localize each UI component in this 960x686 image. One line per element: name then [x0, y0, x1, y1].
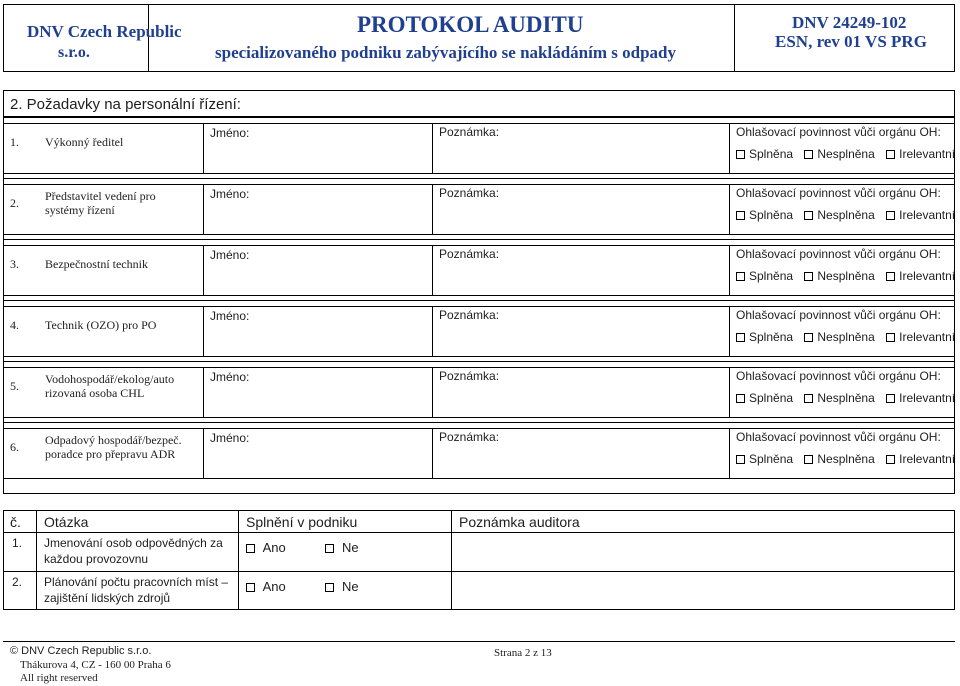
fulfillment-options	[246, 579, 367, 594]
checkbox-icon	[246, 583, 255, 592]
role-col-line	[729, 428, 730, 479]
table-header-fulfillment: Splnění v podniku	[246, 514, 358, 530]
role-separator	[3, 300, 955, 301]
checkbox-icon	[886, 333, 895, 342]
duty-label: Ohlašovací povinnost vůči orgánu OH:	[736, 186, 941, 200]
role-number: 1.	[10, 135, 19, 149]
option-not-fulfilled[interactable]: Nesplněna	[804, 208, 874, 222]
role-col-line	[432, 306, 433, 357]
document-code: DNV 24249-102	[792, 13, 907, 32]
role-col-line	[729, 123, 730, 174]
name-label: Jméno:	[210, 248, 250, 262]
note-label: Poznámka:	[439, 430, 500, 444]
table-col-line	[36, 510, 37, 610]
option-irrelevant[interactable]: Irelevantní	[886, 452, 955, 466]
checkbox-icon	[804, 394, 813, 403]
note-label: Poznámka:	[439, 369, 500, 383]
duty-options	[736, 391, 960, 405]
name-label: Jméno:	[210, 370, 250, 384]
company-name: DNV Czech Republic	[27, 22, 182, 41]
role-col-line	[432, 245, 433, 296]
role-separator	[3, 239, 955, 240]
option-irrelevant[interactable]: Irelevantní	[886, 147, 955, 161]
name-label: Jméno:	[210, 431, 250, 445]
role-name-cont: poradce pro přepravu ADR	[45, 447, 176, 461]
note-label: Poznámka:	[439, 186, 500, 200]
role-number: 5.	[10, 379, 19, 393]
document-title: PROTOKOL AUDITU	[357, 12, 584, 37]
duty-label: Ohlašovací povinnost vůči orgánu OH:	[736, 125, 941, 139]
checkbox-icon	[246, 544, 255, 553]
option-irrelevant[interactable]: Irelevantní	[886, 269, 955, 283]
table-header-num: č.	[10, 514, 21, 530]
table-question: Plánování počtu pracovních míst –	[44, 575, 229, 589]
role-col-line	[729, 306, 730, 357]
role-separator	[3, 117, 955, 118]
role-col-line	[203, 367, 204, 418]
table-col-line	[451, 510, 452, 610]
table-question: Jmenování osob odpovědných za	[44, 536, 223, 550]
role-number: 6.	[10, 440, 19, 454]
role-name: Výkonný ředitel	[45, 135, 124, 149]
document-revision: ESN, rev 01 VS PRG	[775, 32, 927, 51]
option-not-fulfilled[interactable]: Nesplněna	[804, 330, 874, 344]
table-question-cont: každou provozovnu	[44, 552, 149, 566]
duty-label: Ohlašovací povinnost vůči orgánu OH:	[736, 247, 941, 261]
role-name: Technik (OZO) pro PO	[45, 318, 157, 332]
section-title: 2. Požadavky na personální řízení:	[10, 96, 241, 113]
checkbox-icon	[804, 272, 813, 281]
option-fulfilled[interactable]: Splněna	[736, 147, 793, 161]
checkbox-icon	[886, 211, 895, 220]
option-fulfilled[interactable]: Splněna	[736, 330, 793, 344]
checkbox-icon	[886, 455, 895, 464]
option-irrelevant[interactable]: Irelevantní	[886, 391, 955, 405]
checkbox-icon	[736, 394, 745, 403]
duty-options	[736, 147, 960, 161]
note-label: Poznámka:	[439, 125, 500, 139]
checkbox-icon	[886, 272, 895, 281]
duty-label: Ohlašovací povinnost vůči orgánu OH:	[736, 308, 941, 322]
option-fulfilled[interactable]: Splněna	[736, 391, 793, 405]
option-not-fulfilled[interactable]: Nesplněna	[804, 269, 874, 283]
table-row-line	[3, 571, 955, 572]
option-yes[interactable]: Ano	[246, 540, 286, 555]
role-separator	[3, 361, 955, 362]
role-name-cont: rizovaná osoba CHL	[45, 386, 145, 400]
role-separator	[3, 178, 955, 179]
duty-options	[736, 208, 960, 222]
option-no[interactable]: Ne	[325, 579, 358, 594]
role-number: 3.	[10, 257, 19, 271]
role-col-line	[432, 428, 433, 479]
table-header-note: Poznámka auditora	[459, 514, 580, 530]
duty-options	[736, 330, 960, 344]
company-suffix: s.r.o.	[58, 44, 90, 61]
duty-label: Ohlašovací povinnost vůči orgánu OH:	[736, 430, 941, 444]
checkbox-icon	[736, 455, 745, 464]
duty-label: Ohlašovací povinnost vůči orgánu OH:	[736, 369, 941, 383]
option-not-fulfilled[interactable]: Nesplněna	[804, 391, 874, 405]
table-question-cont: zajištění lidských zdrojů	[44, 591, 171, 605]
checkbox-icon	[736, 333, 745, 342]
role-col-line	[729, 367, 730, 418]
role-col-line	[432, 184, 433, 235]
role-col-line	[729, 184, 730, 235]
option-not-fulfilled[interactable]: Nesplněna	[804, 147, 874, 161]
checkbox-icon	[736, 272, 745, 281]
footer-line	[3, 641, 955, 642]
option-fulfilled[interactable]: Splněna	[736, 269, 793, 283]
header-divider	[734, 4, 735, 72]
role-name: Odpadový hospodář/bezpeč.	[45, 433, 182, 447]
checkbox-icon	[804, 150, 813, 159]
name-label: Jméno:	[210, 309, 250, 323]
table-row-number: 2.	[12, 575, 23, 589]
checkbox-icon	[804, 333, 813, 342]
role-col-line	[203, 306, 204, 357]
checkbox-icon	[325, 583, 334, 592]
role-separator	[3, 422, 955, 423]
name-label: Jméno:	[210, 126, 250, 140]
option-irrelevant[interactable]: Irelevantní	[886, 208, 955, 222]
table-header-question: Otázka	[44, 514, 89, 530]
fulfillment-options	[246, 540, 367, 555]
document-subtitle: specializovaného podniku zabývajícího se nakládáním s odpady	[215, 43, 677, 62]
duty-options	[736, 452, 960, 466]
checkbox-icon	[325, 544, 334, 553]
note-label: Poznámka:	[439, 308, 500, 322]
checkbox-icon	[886, 394, 895, 403]
duty-options	[736, 269, 960, 283]
table-row-number: 1.	[12, 536, 23, 550]
role-col-line	[432, 367, 433, 418]
checkbox-icon	[804, 455, 813, 464]
footer-page: Strana 2 z 13	[494, 647, 552, 659]
role-name: Bezpečnostní technik	[45, 257, 148, 271]
checkbox-icon	[804, 211, 813, 220]
footer-copyright: © DNV Czech Republic s.r.o.	[10, 645, 152, 657]
checkbox-icon	[736, 150, 745, 159]
role-col-line	[729, 245, 730, 296]
role-number: 2.	[10, 196, 19, 210]
checkbox-icon	[736, 211, 745, 220]
role-name-cont: systémy řízení	[45, 203, 115, 217]
role-name: Představitel vedení pro	[45, 189, 156, 203]
role-col-line	[203, 428, 204, 479]
option-not-fulfilled[interactable]: Nesplněna	[804, 452, 874, 466]
checkbox-icon	[886, 150, 895, 159]
role-col-line	[203, 245, 204, 296]
option-no[interactable]: Ne	[325, 540, 358, 555]
role-col-line	[203, 123, 204, 174]
table-header-line	[3, 532, 955, 533]
table-col-line	[238, 510, 239, 610]
role-col-line	[203, 184, 204, 235]
option-fulfilled[interactable]: Splněna	[736, 452, 793, 466]
role-number: 4.	[10, 318, 19, 332]
option-fulfilled[interactable]: Splněna	[736, 208, 793, 222]
role-name: Vodohospodář/ekolog/auto	[45, 372, 175, 386]
footer-rights: All right reserved	[20, 672, 98, 684]
name-label: Jméno:	[210, 187, 250, 201]
role-col-line	[432, 123, 433, 174]
option-yes[interactable]: Ano	[246, 579, 286, 594]
footer-address: Thákurova 4, CZ - 160 00 Praha 6	[20, 659, 171, 671]
option-irrelevant[interactable]: Irelevantní	[886, 330, 955, 344]
note-label: Poznámka:	[439, 247, 500, 261]
